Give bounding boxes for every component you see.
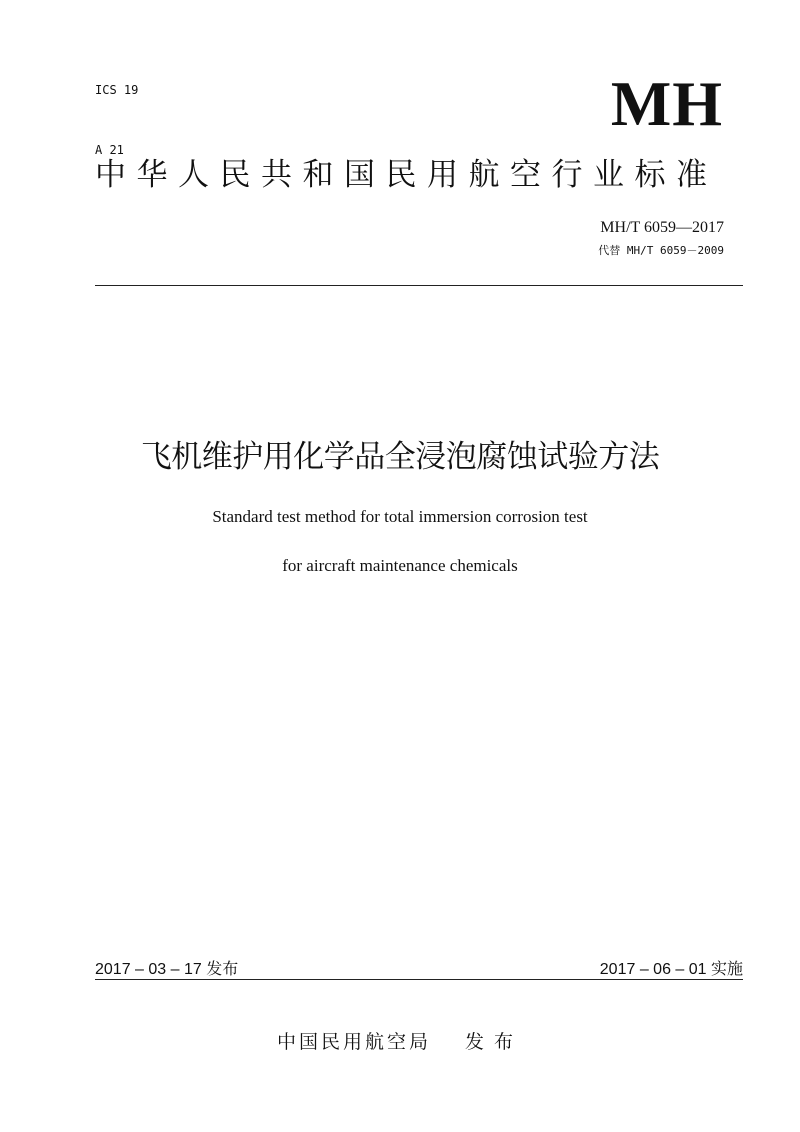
org-standard-title: 中华人民共和国民用航空行业标准 (95, 157, 718, 193)
publisher-organization: 中国民用航空局 (276, 1031, 431, 1053)
document-title-english-line1: Standard test method for total immersion corrosion test (212, 507, 588, 526)
publisher-verb: 发布 (465, 1031, 524, 1053)
replaces-standard: 代替 MH/T 6059－2009 (598, 244, 724, 257)
ics-code: ICS 19 (95, 83, 139, 97)
document-title-chinese: 飞机维护用化学品全浸泡腐蚀试验方法 (140, 439, 660, 475)
ccs-code: A 21 (95, 143, 124, 157)
implementation-date: 2017 – 06 – 01 实施 (599, 961, 743, 978)
mh-logo: MH (610, 68, 723, 139)
footer-divider (95, 979, 743, 980)
header-divider (95, 285, 743, 286)
document-title-english-line2: for aircraft maintenance chemicals (282, 556, 518, 575)
standard-number: MH/T 6059—2017 (600, 219, 724, 236)
issue-date: 2017 – 03 – 17 发布 (95, 961, 239, 978)
publisher-line (0, 1028, 800, 1056)
